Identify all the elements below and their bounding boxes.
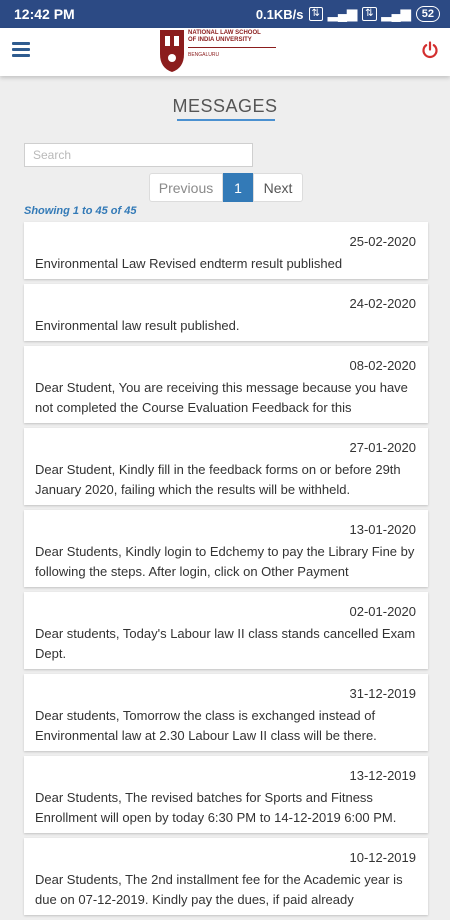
message-item[interactable] [24, 592, 428, 669]
message-date: 24-02-2020 [349, 296, 416, 311]
battery-icon: 52 [416, 6, 440, 22]
message-item[interactable] [24, 674, 428, 751]
search-input[interactable] [24, 143, 253, 167]
app-bar [0, 28, 450, 76]
message-date: 13-12-2019 [349, 768, 416, 783]
university-logo [158, 28, 278, 76]
title-underline [177, 119, 275, 121]
message-date: 08-02-2020 [349, 358, 416, 373]
message-item[interactable] [24, 222, 428, 279]
message-text: Environmental law result published. [35, 318, 240, 333]
message-date: 13-01-2020 [349, 522, 416, 537]
message-text: Environmental Law Revised endterm result published [35, 256, 343, 271]
network-speed: 0.1KB/s [255, 6, 304, 22]
message-item[interactable] [24, 510, 428, 587]
status-time: 12:42 PM [14, 6, 75, 22]
message-text: Dear students, Tomorrow the class is exchanged instead of Environmental law at 2.30 Labour Law II class will be there. [35, 708, 377, 743]
message-text: Dear Students, Kindly login to Edchemy to pay the Library Fine by following the steps. After login, click on Other Payment [35, 544, 415, 579]
message-item[interactable] [24, 284, 428, 341]
message-item[interactable] [24, 346, 428, 423]
menu-icon[interactable] [12, 42, 30, 58]
pagination [149, 173, 303, 202]
next-button[interactable]: Next [253, 173, 303, 202]
signal-icon-2: ▂▄▆ [381, 6, 411, 21]
message-text: Dear Student, Kindly fill in the feedback forms on or before 29th January 2020, failing which the results will be withheld. [35, 462, 401, 497]
page-1-button[interactable]: 1 [223, 173, 253, 202]
message-date: 02-01-2020 [349, 604, 416, 619]
data-icon: ⇅ [309, 7, 323, 21]
message-date: 25-02-2020 [349, 234, 416, 249]
message-date: 10-12-2019 [349, 850, 416, 865]
logo-text: NATIONAL LAW SCHOOL OF INDIA UNIVERSITY [188, 30, 261, 43]
message-item[interactable] [24, 756, 428, 833]
message-date: 27-01-2020 [349, 440, 416, 455]
message-text: Dear Students, The revised batches for Sports and Fitness Enrollment will open by today 6:30 PM to 14-12-2019 6:00 PM. [35, 790, 397, 825]
message-text: Dear Student, You are receiving this message because you have not completed the Course Evaluation Feedback for this [35, 380, 408, 415]
message-text: Dear students, Today's Labour law II class stands cancelled Exam Dept. [35, 626, 416, 661]
logo-city: BENGALURU [188, 52, 220, 58]
status-indicators [256, 6, 440, 22]
message-item[interactable] [24, 428, 428, 505]
message-date: 31-12-2019 [349, 686, 416, 701]
message-text: Dear Students, The 2nd installment fee for the Academic year is due on 07-12-2019. Kindly pay the dues, if paid already [35, 872, 403, 907]
volte-icon: ⇅ [362, 7, 376, 21]
crest-icon [158, 28, 186, 74]
page-title: MESSAGES [172, 96, 278, 116]
power-icon[interactable] [420, 40, 440, 60]
showing-count: Showing 1 to 45 of 45 [24, 205, 137, 217]
message-list [24, 222, 428, 920]
signal-icon: ▂▄▆ [327, 6, 358, 21]
status-bar [0, 0, 450, 28]
message-item[interactable] [24, 838, 428, 915]
previous-button[interactable]: Previous [149, 173, 223, 202]
